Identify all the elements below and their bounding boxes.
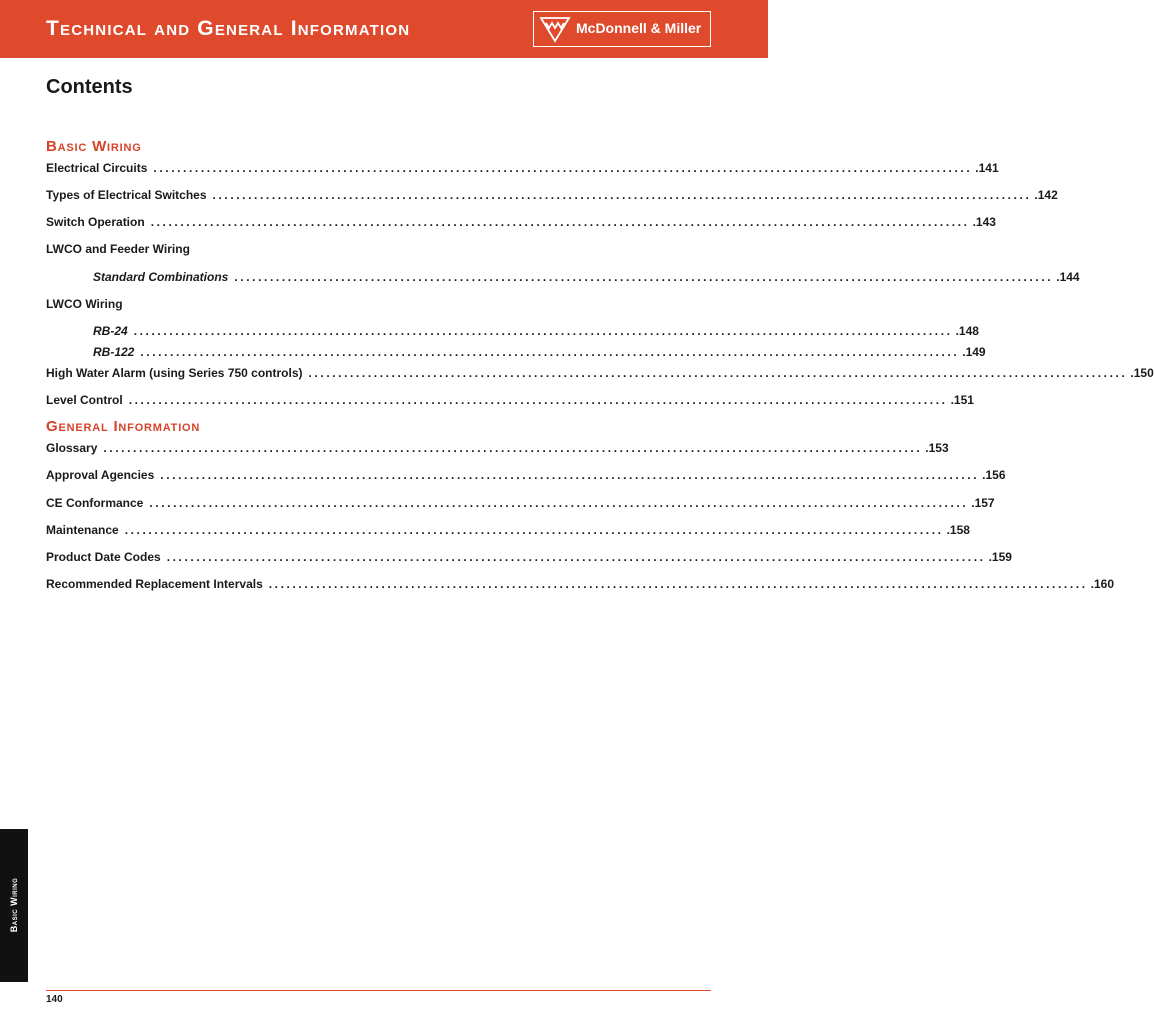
dot-leader: .......................................................................................................................................... xyxy=(133,324,953,338)
dot-leader: .......................................................................................................................................... xyxy=(124,523,944,537)
toc-page-number: .148 xyxy=(955,324,979,338)
toc-entry-rb-122[interactable] xyxy=(93,345,986,361)
page-number: 140 xyxy=(46,994,63,1005)
toc-entry-label: Electrical Circuits xyxy=(46,161,148,175)
dot-leader: .......................................................................................................................................... xyxy=(234,270,1054,284)
toc-entry-label: RB-24 xyxy=(93,324,128,338)
logo-mark-icon xyxy=(539,15,571,43)
toc-entry-lwco-and-feeder-wiring[interactable] xyxy=(46,242,701,258)
toc-entry-label: LWCO Wiring xyxy=(46,297,123,311)
section-title-basic-wiring: Basic Wiring xyxy=(46,138,142,155)
dot-leader: .......................................................................................................................................... xyxy=(103,441,923,455)
toc-entry-product-date-codes[interactable] xyxy=(46,550,1012,566)
toc-entry-label: LWCO and Feeder Wiring xyxy=(46,242,190,256)
toc-entry-label: Recommended Replacement Intervals xyxy=(46,577,263,591)
toc-entry-recommended-replacement-intervals[interactable] xyxy=(46,577,1114,593)
page-header xyxy=(0,0,768,58)
toc-entry-label: Switch Operation xyxy=(46,215,145,229)
footer-divider xyxy=(46,990,711,991)
section-title-general-information: General Information xyxy=(46,418,201,435)
toc-entry-approval-agencies[interactable] xyxy=(46,468,1006,484)
dot-leader: .......................................................................................................................................... xyxy=(160,468,980,482)
toc-entry-maintenance[interactable] xyxy=(46,523,970,539)
toc-entry-lwco-wiring[interactable] xyxy=(46,297,701,313)
toc-entry-label: High Water Alarm (using Series 750 controls) xyxy=(46,366,303,380)
header-title: Technical and General Information xyxy=(46,17,411,40)
dot-leader: .......................................................................................................................................... xyxy=(149,496,969,510)
dot-leader: .......................................................................................................................................... xyxy=(166,550,986,564)
toc-entry-electrical-circuits[interactable] xyxy=(46,161,999,177)
dot-leader: .......................................................................................................................................... xyxy=(212,188,1032,202)
toc-entry-label: Approval Agencies xyxy=(46,468,155,482)
toc-entry-label: Glossary xyxy=(46,441,98,455)
toc-entry-high-water-alarm[interactable] xyxy=(46,366,1154,382)
toc-page-number: .159 xyxy=(988,550,1012,564)
toc-page-number: .143 xyxy=(972,215,996,229)
side-tab-label: Basic Wiring xyxy=(9,877,19,933)
dot-leader: .......................................................................................................................................... xyxy=(153,161,973,175)
brand-logo xyxy=(533,11,711,47)
dot-leader: .......................................................................................................................................... xyxy=(268,577,1088,591)
contents-heading: Contents xyxy=(46,76,133,98)
toc-entry-label: RB-122 xyxy=(93,345,135,359)
toc-entry-standard-combinations[interactable] xyxy=(93,270,1080,286)
toc-entry-label: Types of Electrical Switches xyxy=(46,188,207,202)
toc-page-number: .151 xyxy=(950,393,974,407)
toc-entry-rb-24[interactable] xyxy=(93,324,979,340)
dot-leader: .......................................................................................................................................... xyxy=(140,345,960,359)
toc-page-number: .149 xyxy=(962,345,986,359)
toc-entry-glossary[interactable] xyxy=(46,441,949,457)
toc-entry-level-control[interactable] xyxy=(46,393,974,409)
toc-page-number: .141 xyxy=(975,161,999,175)
toc-entry-types-of-electrical-switches[interactable] xyxy=(46,188,1058,204)
dot-leader: .......................................................................................................................................... xyxy=(308,366,1128,380)
toc-entry-switch-operation[interactable] xyxy=(46,215,996,231)
toc-page-number: .156 xyxy=(982,468,1006,482)
dot-leader: .......................................................................................................................................... xyxy=(150,215,970,229)
toc-page-number: .144 xyxy=(1056,270,1080,284)
toc-page-number: .157 xyxy=(971,496,995,510)
toc-entry-label: Product Date Codes xyxy=(46,550,161,564)
toc-page-number: .160 xyxy=(1090,577,1114,591)
toc-page-number: .150 xyxy=(1130,366,1154,380)
toc-entry-label: Maintenance xyxy=(46,523,119,537)
toc-page-number: .142 xyxy=(1034,188,1058,202)
section-side-tab xyxy=(0,829,28,982)
toc-page-number: .153 xyxy=(925,441,949,455)
dot-leader: .......................................................................................................................................... xyxy=(128,393,948,407)
toc-entry-ce-conformance[interactable] xyxy=(46,496,995,512)
logo-text: McDonnell & Miller xyxy=(576,20,702,36)
toc-page-number: .158 xyxy=(946,523,970,537)
toc-entry-label: Level Control xyxy=(46,393,123,407)
toc-entry-label: CE Conformance xyxy=(46,496,144,510)
toc-entry-label: Standard Combinations xyxy=(93,270,229,284)
